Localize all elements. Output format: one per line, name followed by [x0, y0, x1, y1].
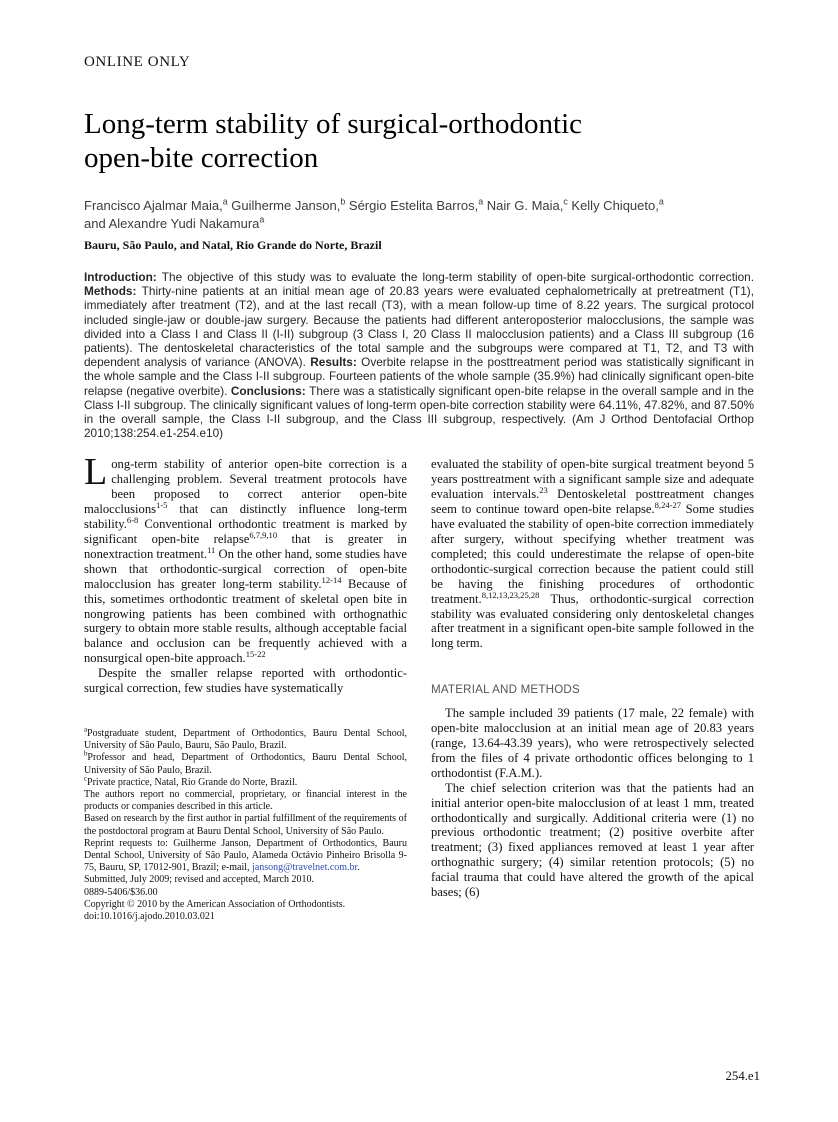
- methods-paragraph-2: The chief selection criterion was that the patients had an initial anterior open-bite malocclusion of at least 1 mm, treated orthodontically and surgically. Additional criteria were (1) no previous orthodontic treatment; (2) positive overbite after treatment; (3) fixed appliances removed at least 1 year after orthognathic surgery; (4) similar retention protocols; (5) no facial trauma that could have altered the growth of the apical bases; (6): [431, 780, 754, 900]
- page-number: 254.e1: [725, 1069, 760, 1083]
- footnote-doi: doi:10.1016/j.ajodo.2010.03.021: [84, 910, 215, 922]
- two-column-body: [84, 451, 754, 923]
- intro-paragraph-2: Despite the smaller relapse reported with orthodontic-surgical correction, few studies have systematically: [84, 666, 407, 696]
- title-line-1: Long-term stability of surgical-orthodontic: [84, 108, 582, 140]
- footnote-affil-b: $^b$Professor and head, Department of Orthodontics, Bauru Dental School, University of São Paulo, Brazil.: [84, 751, 407, 776]
- intro-paragraph-1-text: ong-term stability of anterior open-bite correction is a challenging problem. Several treatment protocols have been proposed to correct anterior open-bite malocclusions$^{1-5}$ that can distinctly influence long-term stability.$^{6-8}$ Conventional orthodontic treatment is marked by significant open-bite relapse$^{6,7,9,10}$ that is greater in nonextraction treatment.$^{11}$ On the other hand, some studies have shown that orthodontic-surgical correction of open-bite malocclusion has greater long-term stability.$^{12-14}$ Because of this, sometimes orthodontic treatment of skeletal open bite in nongrowing patients has been combined with orthognathic surgery to obtain more stable results, although acceptable facial balance and occlusion can be frequently achieved with a nonsurgical open-bite approach.$^{15-22}$: [84, 457, 407, 666]
- right-column: [431, 457, 754, 923]
- author-list: [84, 197, 754, 233]
- footnote-affil-a: $^a$Postgraduate student, Department of Orthodontics, Bauru Dental School, University of São Paulo, Bauru, São Paulo, Brazil.: [84, 726, 407, 752]
- intro-paragraph-1: [84, 451, 407, 666]
- online-only-banner: ONLINE ONLY: [84, 54, 191, 70]
- footnote-disclosure: The authors report no commercial, proprietary, or financial interest in the products or companies described in this article.: [84, 788, 407, 813]
- footnote-affil-c: $^c$Private practice, Natal, Rio Grande do Norte, Brazil.: [84, 775, 298, 788]
- authors-line-2: and Alexandre Yudi Nakamura$^a$: [84, 214, 265, 231]
- abstract: Introduction: The objective of this study was to evaluate the long-term stability of open-bite surgical-orthodontic correction. Methods: Thirty-nine patients at an initial mean age of 20.83 years were evaluated cephalometrically at pretreatment (T1), immediately after treatment (T2), and at the last recall (T3), with a mean follow-up time of 8.22 years. The surgical protocol included single-jaw or double-jaw surgery. Because the patients had different anteroposterior malocclusions, the sample was divided into a Class I and Class II (I-II) subgroup (3 Class I, 20 Class II malocclusion patients) and a Class III subgroup (16 patients). The dentoskeletal characteristics of the total sample and the subgroups were compared at T1, T2, and T3 with dependent analysis of variance (ANOVA). Results: Overbite relapse in the posttreatment period was statistically significant in the whole sample and the Class I-II subgroup. Fourteen patients of the whole sample (35.9%) had clinically significant open-bite relapse (negative overbite). Conclusions: There was a statistically significant open-bite relapse in the overall sample and in the Class I-II subgroup. The clinically significant values of long-term open-bite correction stability were 64.11%, 47.82%, and 87.50% in the overall sample, the Class I-II subgroup, and the Class III subgroup, respectively. (Am J Orthod Dentofacial Orthop 2010;138:254.e1-254.e10): [84, 270, 754, 441]
- section-heading-material-methods: MATERIAL AND METHODS: [431, 683, 580, 697]
- methods-paragraph-1: The sample included 39 patients (17 male, 22 female) with open-bite malocclusion at an initial mean age of 20.83 years (range, 13.64-43.39 years), who were retrospectively selected from the files of 4 private orthodontic offices belonging to 1 orthodontist (F.A.M.).: [431, 706, 754, 780]
- footnote-issn: 0889-5406/$36.00: [84, 886, 158, 898]
- footnotes-block: [84, 728, 407, 923]
- drop-cap: L: [84, 451, 108, 494]
- authors-line-1: Francisco Ajalmar Maia,$^a$ Guilherme Janson,$^b$ Sérgio Estelita Barros,$^a$ Nair G. Maia,$^c$ Kelly Chiqueto,$^a$: [84, 196, 664, 213]
- footnote-submitted: Submitted, July 2009; revised and accepted, March 2010.: [84, 874, 314, 886]
- left-column: [84, 451, 407, 923]
- affiliation-line: Bauru, São Paulo, and Natal, Rio Grande do Norte, Brazil: [84, 238, 382, 252]
- title-line-2: open-bite correction: [84, 142, 319, 174]
- intro-paragraph-3: evaluated the stability of open-bite surgical treatment beyond 5 years posttreatment with a significant sample size and adequate evaluation intervals.$^{23}$ Dentoskeletal posttreatment changes seem to continue toward open-bite relapse.$^{8,24-27}$ Some studies have evaluated the stability of open-bite correction immediately after surgery, without specifying whether treatment was completed; this could underestimate the relapse of open-bite orthodontic-surgical correction because the patient could still be having the finishing procedures of orthodontic treatment.$^{8,12,13,23,25,28}$ Thus, orthodontic-surgical correction stability was evaluated considering only dentoskeletal changes after treatment in a significant open-bite sample followed in the long term.: [431, 457, 754, 651]
- article-title: [84, 107, 754, 175]
- email-link[interactable]: jansong@travelnet.com.br: [252, 862, 358, 874]
- reprint-text-pre: Reprint requests to: Guilherme Janson, Department of Orthodontics, Bauru Dental School, University of São Paulo, Alameda Octávio Pinheiro Brisolla 9-75, Bauru, SP, 17012-901, Brazil; e-mail,: [84, 837, 407, 874]
- footnote-copyright: Copyright © 2010 by the American Association of Orthodontists.: [84, 898, 346, 910]
- reprint-text-post: .: [357, 862, 360, 874]
- footnote-funding: Based on research by the first author in partial fulfillment of the requirements of the postdoctoral program at Bauru Dental School, University of São Paulo.: [84, 813, 407, 837]
- footnote-reprint-requests: [84, 838, 407, 875]
